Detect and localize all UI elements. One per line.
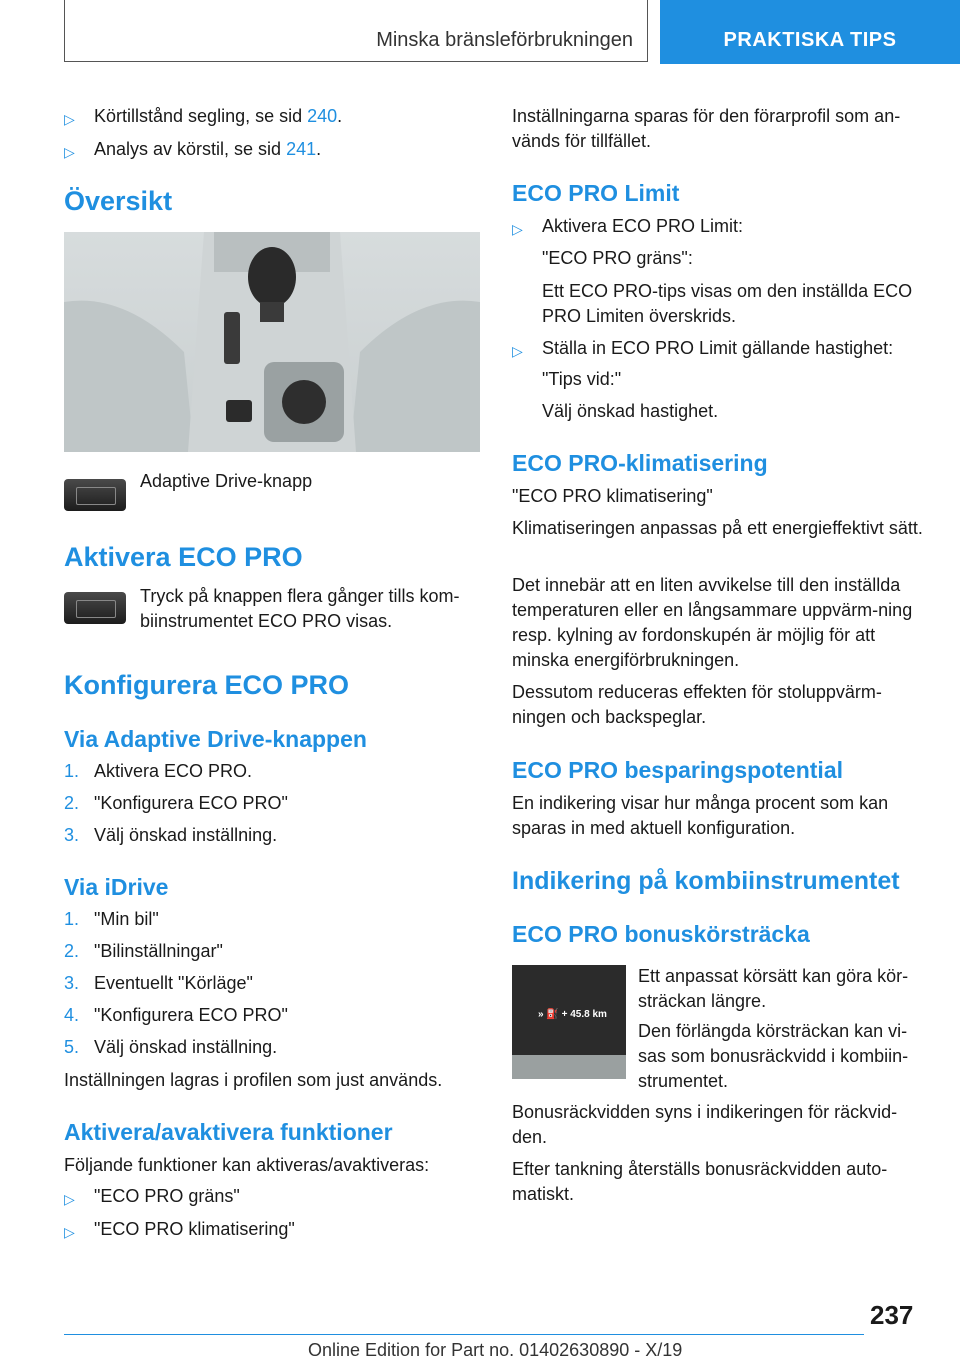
triangle-bullet-icon: ▷ — [512, 221, 523, 237]
savings-heading: ECO PRO besparingspotential — [512, 757, 843, 783]
section-tab: PRAKTISKA TIPS — [660, 0, 960, 64]
step-text: "Konfigurera ECO PRO" — [94, 1005, 288, 1025]
saved-text: Inställningen lagras i profilen som just används. — [64, 1070, 443, 1090]
list-item: 2. "Konfigurera ECO PRO" — [64, 793, 288, 813]
climate-p4: Dessutom reduceras effekten för stoluppvärm-ningen och backspeglar. — [512, 682, 882, 727]
bonus-p4: Efter tankning återställs bonusräckvidden auto-matiskt. — [512, 1159, 888, 1204]
step-text: Välj önskad inställning. — [94, 1037, 278, 1057]
page-link[interactable]: 240 — [307, 106, 338, 126]
via-button-heading: Via Adaptive Drive-knappen — [64, 726, 367, 752]
photo-caption: Adaptive Drive-knapp — [140, 471, 313, 491]
step-text: Välj önskad inställning. — [94, 825, 278, 845]
activate-heading: Aktivera ECO PRO — [64, 542, 303, 572]
bullet-text: "ECO PRO gräns" — [94, 1186, 240, 1206]
savings-text: En indikering visar hur många procent som kan sparas in med aktuell konfiguration. — [512, 793, 889, 838]
sub-text: Välj önskad hastighet. — [542, 401, 719, 421]
sub-text: Ett ECO PRO-tips visas om den inställda ECO PRO Limiten överskrids. — [542, 281, 913, 326]
list-item — [512, 336, 932, 361]
list-item: 4. "Konfigurera ECO PRO" — [64, 1005, 288, 1025]
footer-rule — [64, 1334, 864, 1335]
fuel-pump-icon: ⛽ — [546, 1009, 559, 1020]
display-band — [512, 1055, 626, 1079]
list-item: 1. "Min bil" — [64, 909, 159, 929]
instrument-display-image — [512, 965, 626, 1079]
triangle-bullet-icon: ▷ — [64, 1191, 75, 1207]
page-header — [64, 0, 960, 64]
climate-p2: Klimatiseringen anpassas på ett energieffektivt sätt. — [512, 518, 923, 538]
console-illustration — [64, 232, 480, 452]
step-text: "Konfigurera ECO PRO" — [94, 793, 288, 813]
activate-text: Tryck på knappen flera gånger tills kom-biinstrumentet ECO PRO visas. — [140, 586, 460, 631]
list-item — [64, 104, 484, 129]
step-text: Eventuellt "Körläge" — [94, 973, 253, 993]
limit-heading: ECO PRO Limit — [512, 180, 680, 206]
edition-text: Online Edition for Part no. 01402630890 - X/19 — [308, 1340, 683, 1360]
step-text: "Min bil" — [94, 909, 159, 929]
bonus-p1: Ett anpassat körsätt kan göra kör-sträckan längre. — [638, 966, 909, 1011]
via-idrive-heading: Via iDrive — [64, 874, 169, 900]
triangle-bullet-icon: ▷ — [64, 111, 75, 127]
bullet-tail: . — [316, 139, 322, 159]
list-item: 1. Aktivera ECO PRO. — [64, 761, 253, 781]
list-item — [64, 1217, 484, 1242]
bonus-p2: Den förlängda körsträckan kan vi-sas som bonusräckvidd i kombiin-strumentet. — [638, 1021, 909, 1091]
climate-p1: "ECO PRO klimatisering" — [512, 486, 713, 506]
sub-text: "ECO PRO gräns": — [542, 248, 693, 268]
bullet-tail: . — [337, 106, 343, 126]
intro-text: Inställningarna sparas för den förarprofil som an-vänds för tillfället. — [512, 106, 901, 151]
climate-heading: ECO PRO-klimatisering — [512, 450, 768, 476]
list-item — [64, 137, 484, 162]
triangle-bullet-icon: ▷ — [64, 1224, 75, 1240]
toggle-heading: Aktivera/avaktivera funktioner — [64, 1119, 393, 1145]
adaptive-drive-button-icon — [64, 592, 126, 624]
console-photo — [64, 232, 480, 452]
climate-p3: Det innebär att en liten avvikelse till den inställda temperaturen eller en långsammare uppvärm-ning resp. kylning av fordonskupén är möjlig för att minska energiförbrukningen. — [512, 575, 913, 670]
chevrons-icon: » — [538, 1009, 544, 1020]
triangle-bullet-icon: ▷ — [64, 144, 75, 160]
bullet-text: Ställa in ECO PRO Limit gällande hastighet: — [542, 338, 894, 358]
sub-text: "Tips vid:" — [542, 369, 622, 389]
bullet-text: "ECO PRO klimatisering" — [94, 1219, 295, 1239]
adaptive-drive-button-icon — [64, 479, 126, 511]
overview-heading: Översikt — [64, 186, 173, 216]
header-frame — [64, 0, 648, 62]
page-link[interactable]: 241 — [286, 139, 317, 159]
readout-value: + 45.8 km — [561, 1009, 607, 1020]
range-readout — [538, 1009, 607, 1020]
display-heading: Indikering på kombiinstrumentet — [512, 867, 900, 895]
chapter-title: Minska bränsleförbrukningen — [376, 29, 633, 51]
step-text: "Bilinställningar" — [94, 941, 223, 961]
bonus-p3: Bonusräckvidden syns i indikeringen för räckvid-den. — [512, 1102, 898, 1147]
list-item: 3. Välj önskad inställning. — [64, 825, 278, 845]
bullet-text: Aktivera ECO PRO Limit: — [542, 216, 744, 236]
bullet-text: Analys av körstil, se sid — [94, 139, 287, 159]
list-item: 3. Eventuellt "Körläge" — [64, 973, 253, 993]
configure-heading: Konfigurera ECO PRO — [64, 670, 350, 700]
step-text: Aktivera ECO PRO. — [94, 761, 253, 781]
triangle-bullet-icon: ▷ — [512, 343, 523, 359]
page-number: 237 — [870, 1300, 914, 1330]
bonus-heading: ECO PRO bonuskörsträcka — [512, 921, 810, 947]
list-item — [512, 214, 932, 239]
list-item: 2. "Bilinställningar" — [64, 941, 223, 961]
list-item — [64, 1184, 484, 1209]
bullet-text: Körtillstånd segling, se sid — [94, 106, 308, 126]
toggle-intro: Följande funktioner kan aktiveras/avaktiveras: — [64, 1155, 430, 1175]
list-item: 5. Välj önskad inställning. — [64, 1037, 278, 1057]
